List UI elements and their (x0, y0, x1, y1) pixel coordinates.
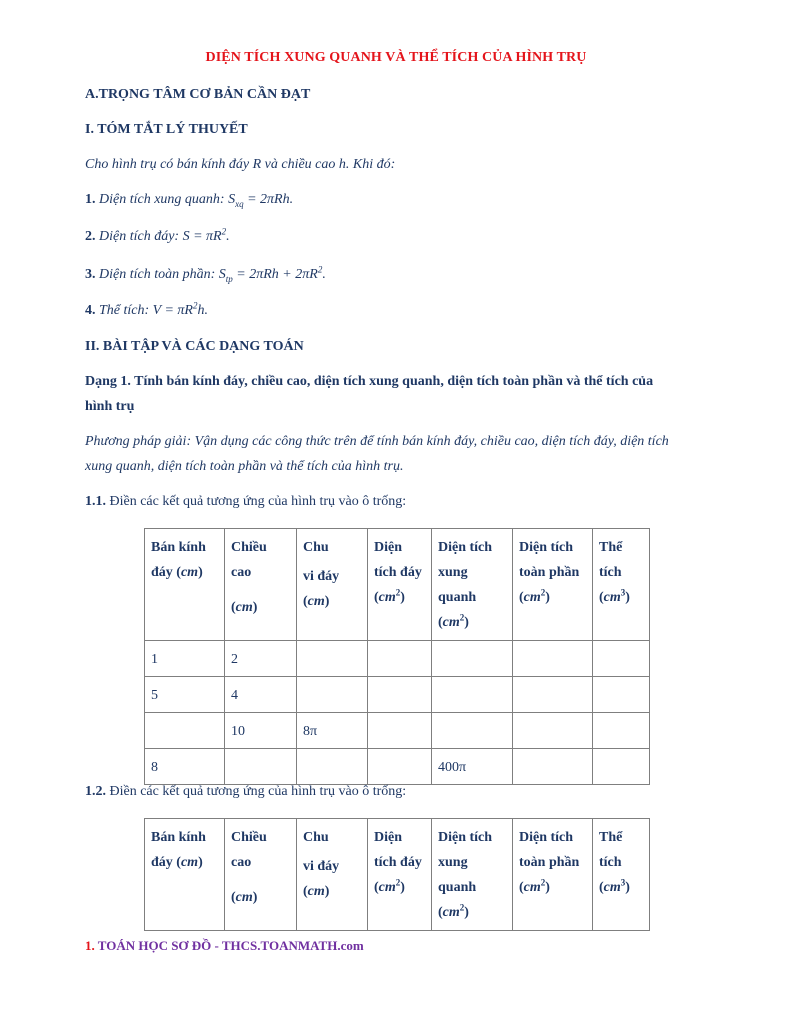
method-line-2: xung quanh, diện tích toàn phần và thể tích của hình trụ. (85, 459, 404, 474)
exercise-1-2-table (144, 818, 650, 931)
table-cell[interactable] (513, 713, 593, 749)
table-cell[interactable]: 8π (297, 713, 368, 749)
table-header-row (145, 529, 650, 641)
formula-3-sub: tp (225, 273, 233, 284)
table-cell[interactable] (297, 641, 368, 677)
table-cell[interactable] (368, 641, 432, 677)
formula-4-num: 4. (85, 303, 96, 318)
dang1-heading (85, 369, 705, 419)
page-title: DIỆN TÍCH XUNG QUANH VÀ THỂ TÍCH CỦA HÌNH TRỤ (205, 50, 587, 65)
table-cell[interactable]: 2 (225, 641, 297, 677)
table-cell[interactable] (368, 713, 432, 749)
formula-1 (85, 192, 293, 208)
header-lateral-area: Diện tích xung quanh $(cm^2)$ (432, 529, 513, 641)
header-circumference: Chu vi đáy (cm) (297, 529, 368, 641)
formula-3-label: Diện tích toàn phần: (99, 267, 216, 282)
table-cell[interactable] (513, 641, 593, 677)
formula-4-rhs: h. (197, 303, 208, 318)
table-cell[interactable]: 4 (225, 677, 297, 713)
table-cell[interactable] (593, 677, 650, 713)
table-cell[interactable]: 5 (145, 677, 225, 713)
exercise-1-1-num: 1.1. (85, 494, 106, 509)
header-base-area: Diện tích đáy $(cm^2)$ (368, 529, 432, 641)
section-ii-heading: II. BÀI TẬP VÀ CÁC DẠNG TOÁN (85, 339, 304, 354)
formula-4-expr: V = πR (152, 303, 193, 318)
footer-page-number: 1. (85, 938, 95, 953)
method-text (85, 429, 725, 479)
formula-2-expr: S = πR (182, 229, 222, 244)
formula-3-num: 3. (85, 267, 96, 282)
table-cell[interactable] (368, 749, 432, 785)
dang1-line-1: Dạng 1. Tính bán kính đáy, chiều cao, diện tích xung quanh, diện tích toàn phần và thể tích của (85, 374, 654, 389)
table-cell[interactable]: 400π (432, 749, 513, 785)
header-volume: Thể tích $(cm^3)$ (593, 529, 650, 641)
formula-1-num: 1. (85, 192, 96, 207)
formula-2-sup: 2 (221, 226, 227, 237)
table-cell[interactable] (297, 749, 368, 785)
header-lateral-area: Diện tích xung quanh $(cm^2)$ (432, 819, 513, 931)
header-radius: Bán kính đáy (cm) (145, 819, 225, 931)
footer-site-name[interactable]: TOÁN HỌC SƠ ĐỒ - THCS.TOANMATH.com (97, 938, 364, 953)
header-circumference: Chu vi đáy (cm) (297, 819, 368, 931)
formula-4-sup: 2 (192, 300, 198, 311)
exercise-1-2-text: Điền các kết quả tương ứng của hình trụ vào ô trống: (109, 784, 407, 799)
formula-3 (85, 264, 326, 284)
header-total-area: Diện tích toàn phần $(cm^2)$ (513, 819, 593, 931)
method-line-1: Phương pháp giải: Vận dụng các công thức trên để tính bán kính đáy, chiều cao, diện tích đáy, diện tích (85, 434, 669, 449)
header-total-area: Diện tích toàn phần $(cm^2)$ (513, 529, 593, 641)
exercise-1-1-table (144, 528, 650, 785)
header-radius: Bán kính đáy (cm) (145, 529, 225, 641)
header-base-area: Diện tích đáy $(cm^2)$ (368, 819, 432, 931)
exercise-1-1-text: Điền các kết quả tương ứng của hình trụ vào ô trống: (109, 494, 407, 509)
formula-2-num: 2. (85, 229, 96, 244)
exercise-1-1-prompt (85, 494, 406, 510)
formula-3-expr: S (218, 267, 226, 282)
table-cell[interactable] (297, 677, 368, 713)
table-row (145, 749, 650, 785)
table-row (145, 713, 650, 749)
formula-1-label: Diện tích xung quanh: (99, 192, 225, 207)
table-cell[interactable] (225, 749, 297, 785)
table-cell[interactable]: 10 (225, 713, 297, 749)
intro-text: Cho hình trụ có bán kính đáy R và chiều cao h. Khi đó: (85, 157, 396, 172)
formula-1-rhs: = 2πRh. (243, 192, 294, 207)
dang1-line-2: hình trụ (85, 399, 135, 414)
table-cell[interactable]: 8 (145, 749, 225, 785)
table-row (145, 677, 650, 713)
table-cell[interactable] (513, 749, 593, 785)
formula-4 (85, 300, 208, 319)
table-cell[interactable] (593, 641, 650, 677)
formula-2-rhs: . (226, 229, 230, 244)
table-cell[interactable] (593, 713, 650, 749)
formula-1-sub: xq (235, 198, 244, 209)
section-a-heading: A.TRỌNG TÂM CƠ BẢN CẦN ĐẠT (85, 87, 311, 102)
table-cell[interactable] (513, 677, 593, 713)
formula-2-label: Diện tích đáy: (99, 229, 180, 244)
header-height: Chiều cao (cm) (225, 819, 297, 931)
table-cell[interactable] (593, 749, 650, 785)
exercise-1-2-prompt (85, 784, 406, 800)
table-cell[interactable] (432, 641, 513, 677)
formula-3-sup: 2 (317, 264, 323, 275)
formula-2 (85, 226, 230, 245)
formula-3-rhs-a: = 2πRh + 2πR (232, 267, 318, 282)
table-row (145, 641, 650, 677)
table-cell[interactable] (145, 713, 225, 749)
formula-3-rhs: . (322, 267, 326, 282)
section-i-heading: I. TÓM TẮT LÝ THUYẾT (85, 122, 248, 137)
table-cell[interactable]: 1 (145, 641, 225, 677)
exercise-1-2-num: 1.2. (85, 784, 106, 799)
header-volume: Thể tích $(cm^3)$ (593, 819, 650, 931)
formula-4-label: Thể tích: (99, 303, 150, 318)
page-footer (85, 938, 364, 954)
header-height: Chiều cao (cm) (225, 529, 297, 641)
table-cell[interactable] (368, 677, 432, 713)
table-header-row (145, 819, 650, 931)
table-cell[interactable] (432, 677, 513, 713)
formula-1-expr: S (228, 192, 236, 207)
table-cell[interactable] (432, 713, 513, 749)
